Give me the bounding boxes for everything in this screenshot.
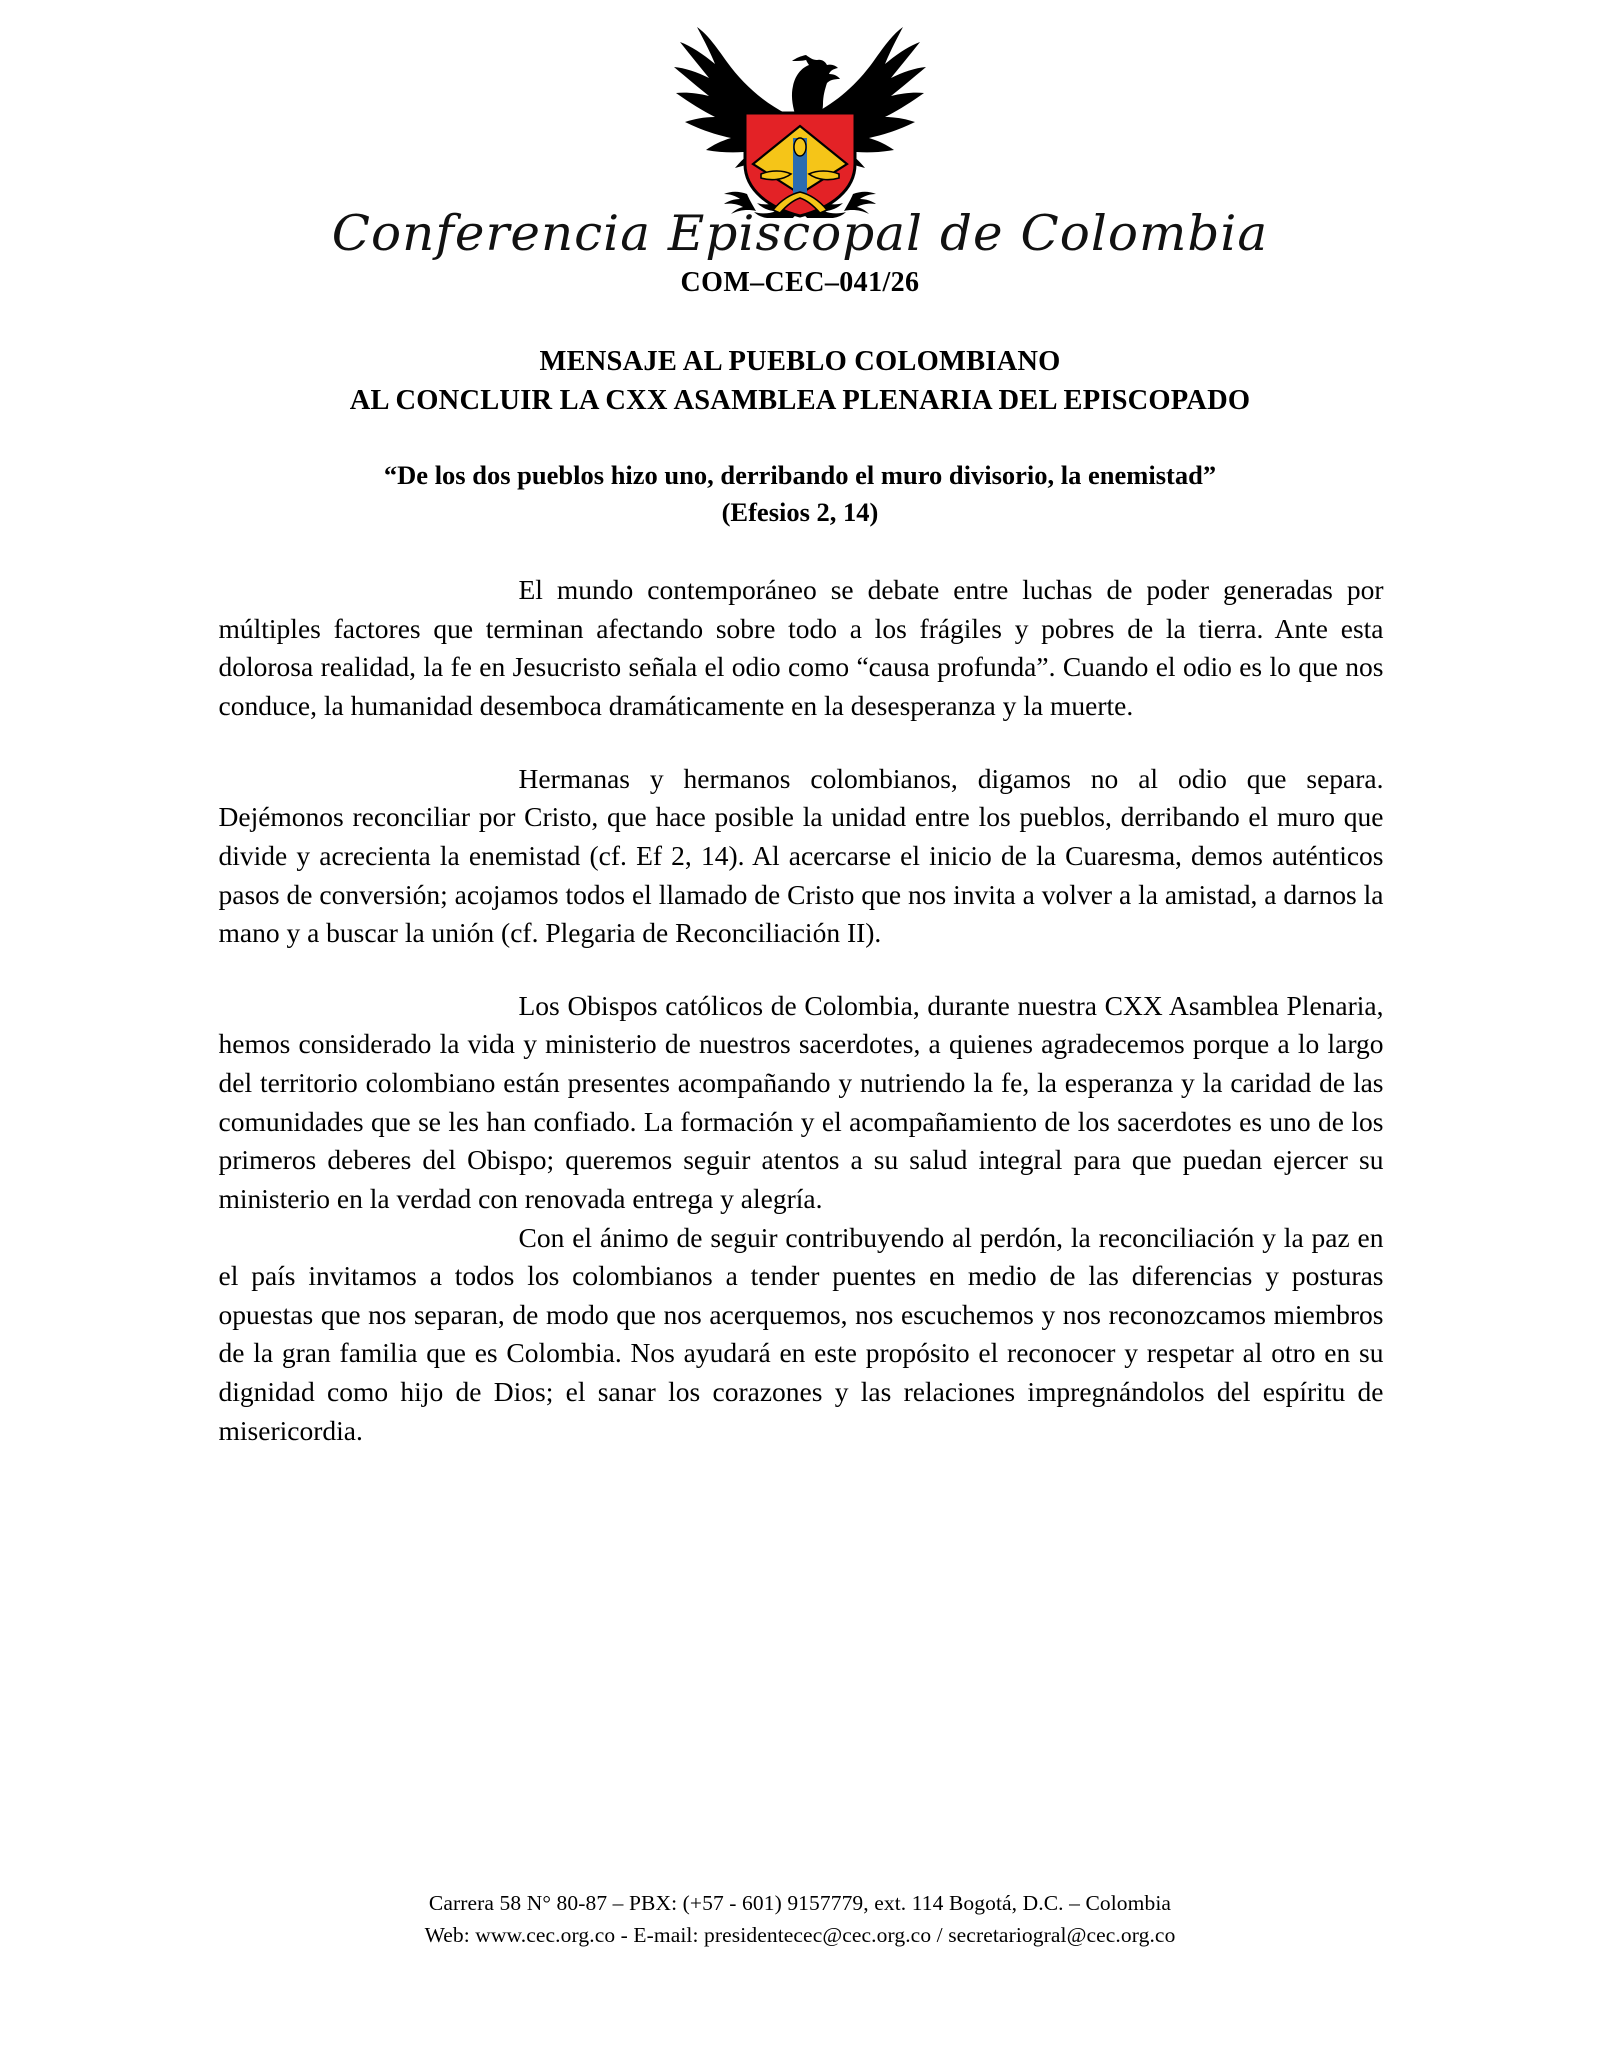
footer-contact: Web: www.cec.org.co - E-mail: presidentecec@cec.org.co / secretariogral@cec.org.co: [424, 1923, 1176, 1948]
body-paragraph: Hermanas y hermanos colombianos, digamos no al odio que separa. Dejémonos reconciliar por Cristo, que hace posible la unidad entre los pueblos, derribando el muro que divide y acrecienta la enemistad (cf. Ef 2, 14). Al acercarse el inicio de la Cuaresma, demos auténticos pasos de conversión; acojamos todos el llamado de Cristo que nos invita a volver a la amistad, a darnos la mano y a buscar la unión (cf. Plegaria de Reconciliación II).: [218, 762, 1384, 949]
body-paragraph: Los Obispos católicos de Colombia, durante nuestra CXX Asamblea Plenaria, hemos considerado la vida y ministerio de nuestros sacerdotes, a quienes agradecemos porque a lo largo del territorio colombiano están presentes acompañando y nutriendo la fe, la esperanza y la caridad de las comunidades que se les han confiado. La formación y el acompañamiento de los sacerdotes es uno de los primeros deberes del Obispo; queremos seguir atentos a su salud integral para que puedan ejercer su ministerio en la verdad con renovada entrega y alegría.: [218, 989, 1384, 1214]
scripture-reference: (Efesios 2, 14): [721, 497, 879, 528]
body-paragraph: Con el ánimo de seguir contribuyendo al perdón, la reconciliación y la paz en el país invitamos a todos los colombianos a tender puentes en medio de las diferencias y posturas opuestas que nos separan, de modo que nos acerquemos, nos escuchemos y nos reconozcamos miembros de la gran familia que es Colombia. Nos ayudará en este propósito el reconocer y respetar al otro en su dignidad como hijo de Dios; el sanar los corazones y las relaciones impregnándolos del espíritu de misericordia.: [218, 1221, 1384, 1446]
title-line-1: MENSAJE AL PUEBLO COLOMBIANO: [539, 346, 1061, 378]
document-title: [0, 343, 1600, 421]
title-line-2: AL CONCLUIR LA CXX ASAMBLEA PLENARIA DEL EPISCOPADO: [349, 385, 1251, 417]
organization-name: Conferencia Episcopal de Colombia: [331, 205, 1269, 262]
scripture-quote: “De los dos pueblos hizo uno, derribando el muro divisorio, la enemistad”: [383, 459, 1217, 490]
body-paragraph: El mundo contemporáneo se debate entre luchas de poder generadas por múltiples factores que terminan afectando sobre todo a los frágiles y pobres de la tierra. Ante esta dolorosa realidad, la fe en Jesucristo señala el odio como “causa profunda”. Cuando el odio es lo que nos conduce, la humanidad desemboca dramáticamente en la desesperanza y la muerte.: [218, 574, 1384, 721]
page-footer: [0, 1887, 1600, 1952]
letterhead-crest-container: [0, 0, 1600, 218]
scripture-subtitle: [0, 457, 1600, 531]
letterhead-masthead: [0, 205, 1600, 262]
episcopal-crest-icon: [635, 18, 965, 218]
footer-address: Carrera 58 N° 80-87 – PBX: (+57 - 601) 9157779, ext. 114 Bogotá, D.C. – Colombia: [428, 1890, 1172, 1915]
document-code: COM–CEC–041/26: [680, 267, 920, 299]
document-body: [217, 571, 1384, 1450]
